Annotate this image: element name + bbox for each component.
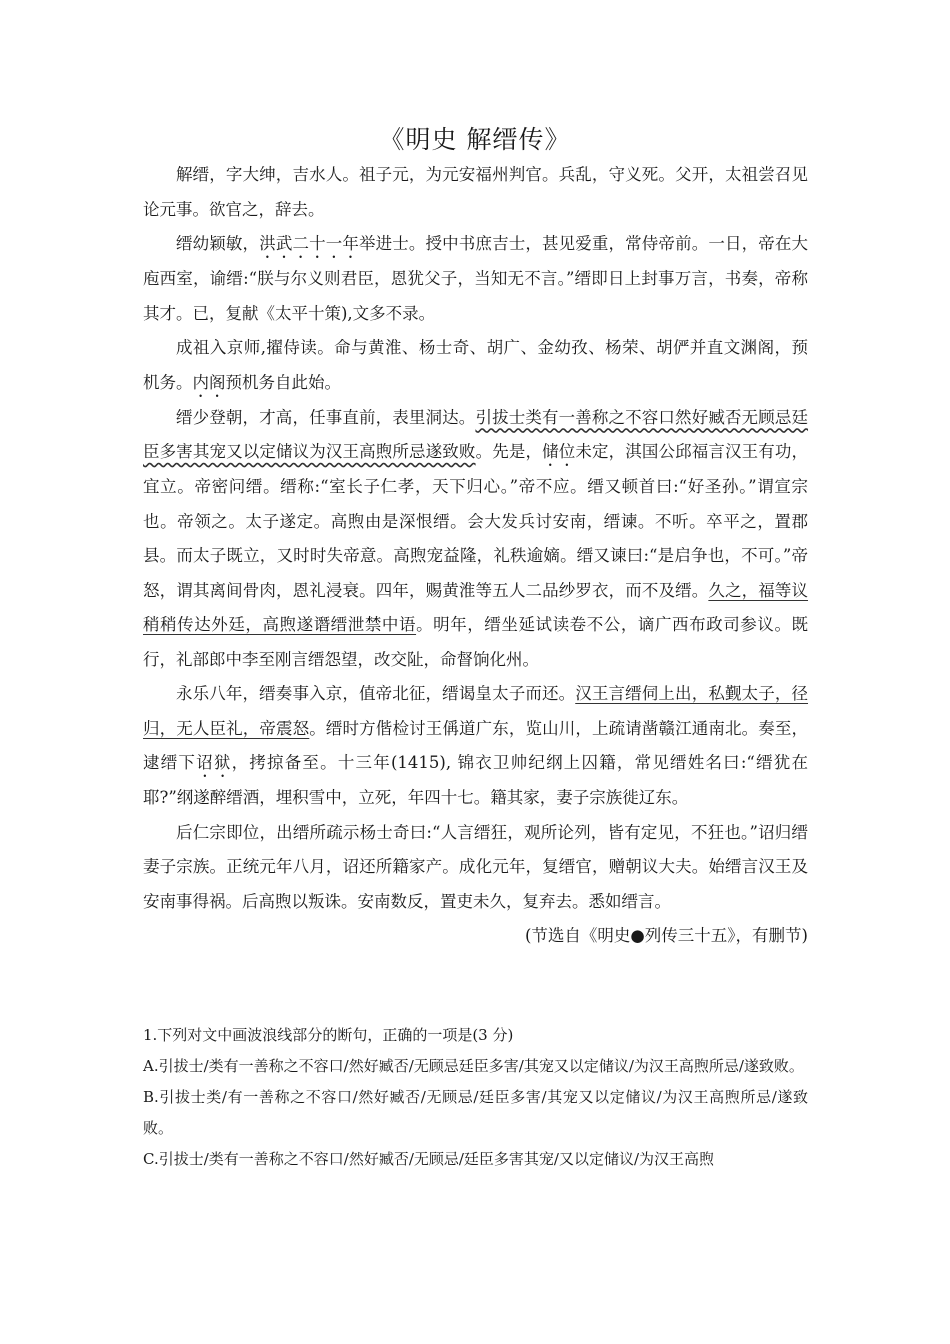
paragraph-2-text-b: 举进士。授中书庶吉士，甚见爱重，常侍帝前。一日，帝在大庖西室，谕缙:“朕与尔义则君臣，恩犹父子，当知无不言。”缙即日上封事万言，书奏，帝称其才。已，复献《太平十策),文多不录。 bbox=[143, 234, 809, 323]
emphasis-dotted-text: 储位 bbox=[542, 442, 576, 461]
question-stem: 1.下列对文中画波浪线部分的断句，正确的一项是(3 分) bbox=[143, 1026, 514, 1044]
option-a: A.引拔士/类有一善称之不容口/然好臧否/无顾忌廷臣多害/其宠又以定储议/为汉王高煦所忌/遂致败。 bbox=[143, 1057, 804, 1075]
article-body bbox=[143, 158, 808, 954]
emphasis-dotted-text: 洪武二十一年 bbox=[259, 234, 359, 253]
paragraph-3-text-b: 预机务自此始。 bbox=[225, 372, 341, 392]
paragraph-6: 后仁宗即位，出缙所疏示杨士奇曰:“人言缙狂，观所论列，皆有定见，不狂也。”诏归缙妻子宗族。正统元年八月，诏还所籍家产。成化元年，复缙官，赠朝议大夫。始缙言汉王及安南事得祸。后高煦以叛诛。安南数反，置吏未久，复弃去。悉如缙言。 bbox=[143, 822, 808, 911]
paragraph-5-text-b: 。缙时方偕检讨王偁道广东，览山川，上疏请凿赣江通南北。奏至，逮缙下 bbox=[143, 718, 809, 772]
option-b: B.引拔士类/有一善称之不容口/然好臧否/无顾忌/廷臣多害/其宠又以定储议/为汉王高煦所忌/遂致败。 bbox=[143, 1088, 808, 1137]
paragraph-3-text-a: 成祖入京师,擢侍读。命与黄淮、杨士奇、胡广、金幼孜、杨荣、胡俨并直文渊阁，预机务。 bbox=[143, 338, 808, 392]
paragraph-3 bbox=[143, 331, 808, 401]
paragraph-5 bbox=[143, 677, 808, 816]
question-block bbox=[143, 1020, 808, 1175]
paragraph-4-text-d: 。明年，缙坐延试读卷不公，谪广西布政司参议。既行，礼部郎中李至刚言缙怨望，改交阯，命督饷化州。 bbox=[143, 615, 809, 669]
paragraph-4-text-c: 未定，淇国公邱福言汉王有功，宜立。帝密问缙。缙称:“室长子仁孝，天下归心。”帝不应。缙又顿首曰:“好圣孙。”谓宣宗也。帝领之。太子遂定。高煦由是深恨缙。会大发兵讨安南，缙谏。不听。卒平之，置郡县。而太子既立，又时时失帝意。高煦宠益隆，礼秩逾嫡。缙又谏曰:“是启争也，不可。”帝怒，谓其离间骨肉，恩礼浸衰。四年，赐黄淮等五人二品纱罗衣，而不及缙。 bbox=[143, 442, 809, 600]
emphasis-dotted-text: 诏狱 bbox=[196, 753, 232, 772]
source-citation: (节选自《明史●列传三十五》，有删节) bbox=[524, 926, 808, 945]
paragraph-2 bbox=[143, 227, 808, 331]
paragraph-4 bbox=[143, 401, 808, 678]
paragraph-4-text-b: 。先是， bbox=[475, 442, 543, 461]
underlined-text: 久之，福等议稍稍传达外廷，高煦遂谮缙泄禁中语 bbox=[143, 580, 809, 634]
underlined-text: 汉王言缙伺上出，私觐太子，径归，无人臣礼，帝震怒 bbox=[143, 684, 809, 738]
option-c: C.引拔士/类有一善称之不容口/然好臧否/无顾忌/廷臣多害其宠/又以定储议/为汉王高煦 bbox=[143, 1150, 715, 1168]
paragraph-5-text-a: 永乐八年，缙奏事入京，值帝北征，缙谒皇太子而还。 bbox=[176, 684, 576, 703]
emphasis-dotted-text: 内阁 bbox=[192, 372, 226, 392]
wavy-underlined-text: 引拔士类有一善称之不容口然好臧否无顾忌廷臣多害其宠又以定储议为汉王高煦所忌遂致败 bbox=[143, 407, 809, 461]
page-title: 《明史 解缙传》 bbox=[379, 125, 571, 154]
paragraph-4-text-a: 缙少登朝，才高，任事直前，表里洞达。 bbox=[176, 407, 476, 427]
paragraph-5-text-c: ，拷掠备至。十三年(1415), 锦衣卫帅纪纲上囚籍，常见缙姓名曰:“缙犹在耶?”纲遂醉缙酒，埋积雪中，立死，年四十七。籍其家，妻子宗族徙辽东。 bbox=[143, 753, 809, 807]
paragraph-2-text-a: 缙幼颖敏， bbox=[176, 234, 260, 253]
paragraph-1: 解缙，字大绅，吉水人。祖子元，为元安福州判官。兵乱，守义死。父开，太祖尝召见论元事。欲官之，辞去。 bbox=[143, 165, 808, 219]
